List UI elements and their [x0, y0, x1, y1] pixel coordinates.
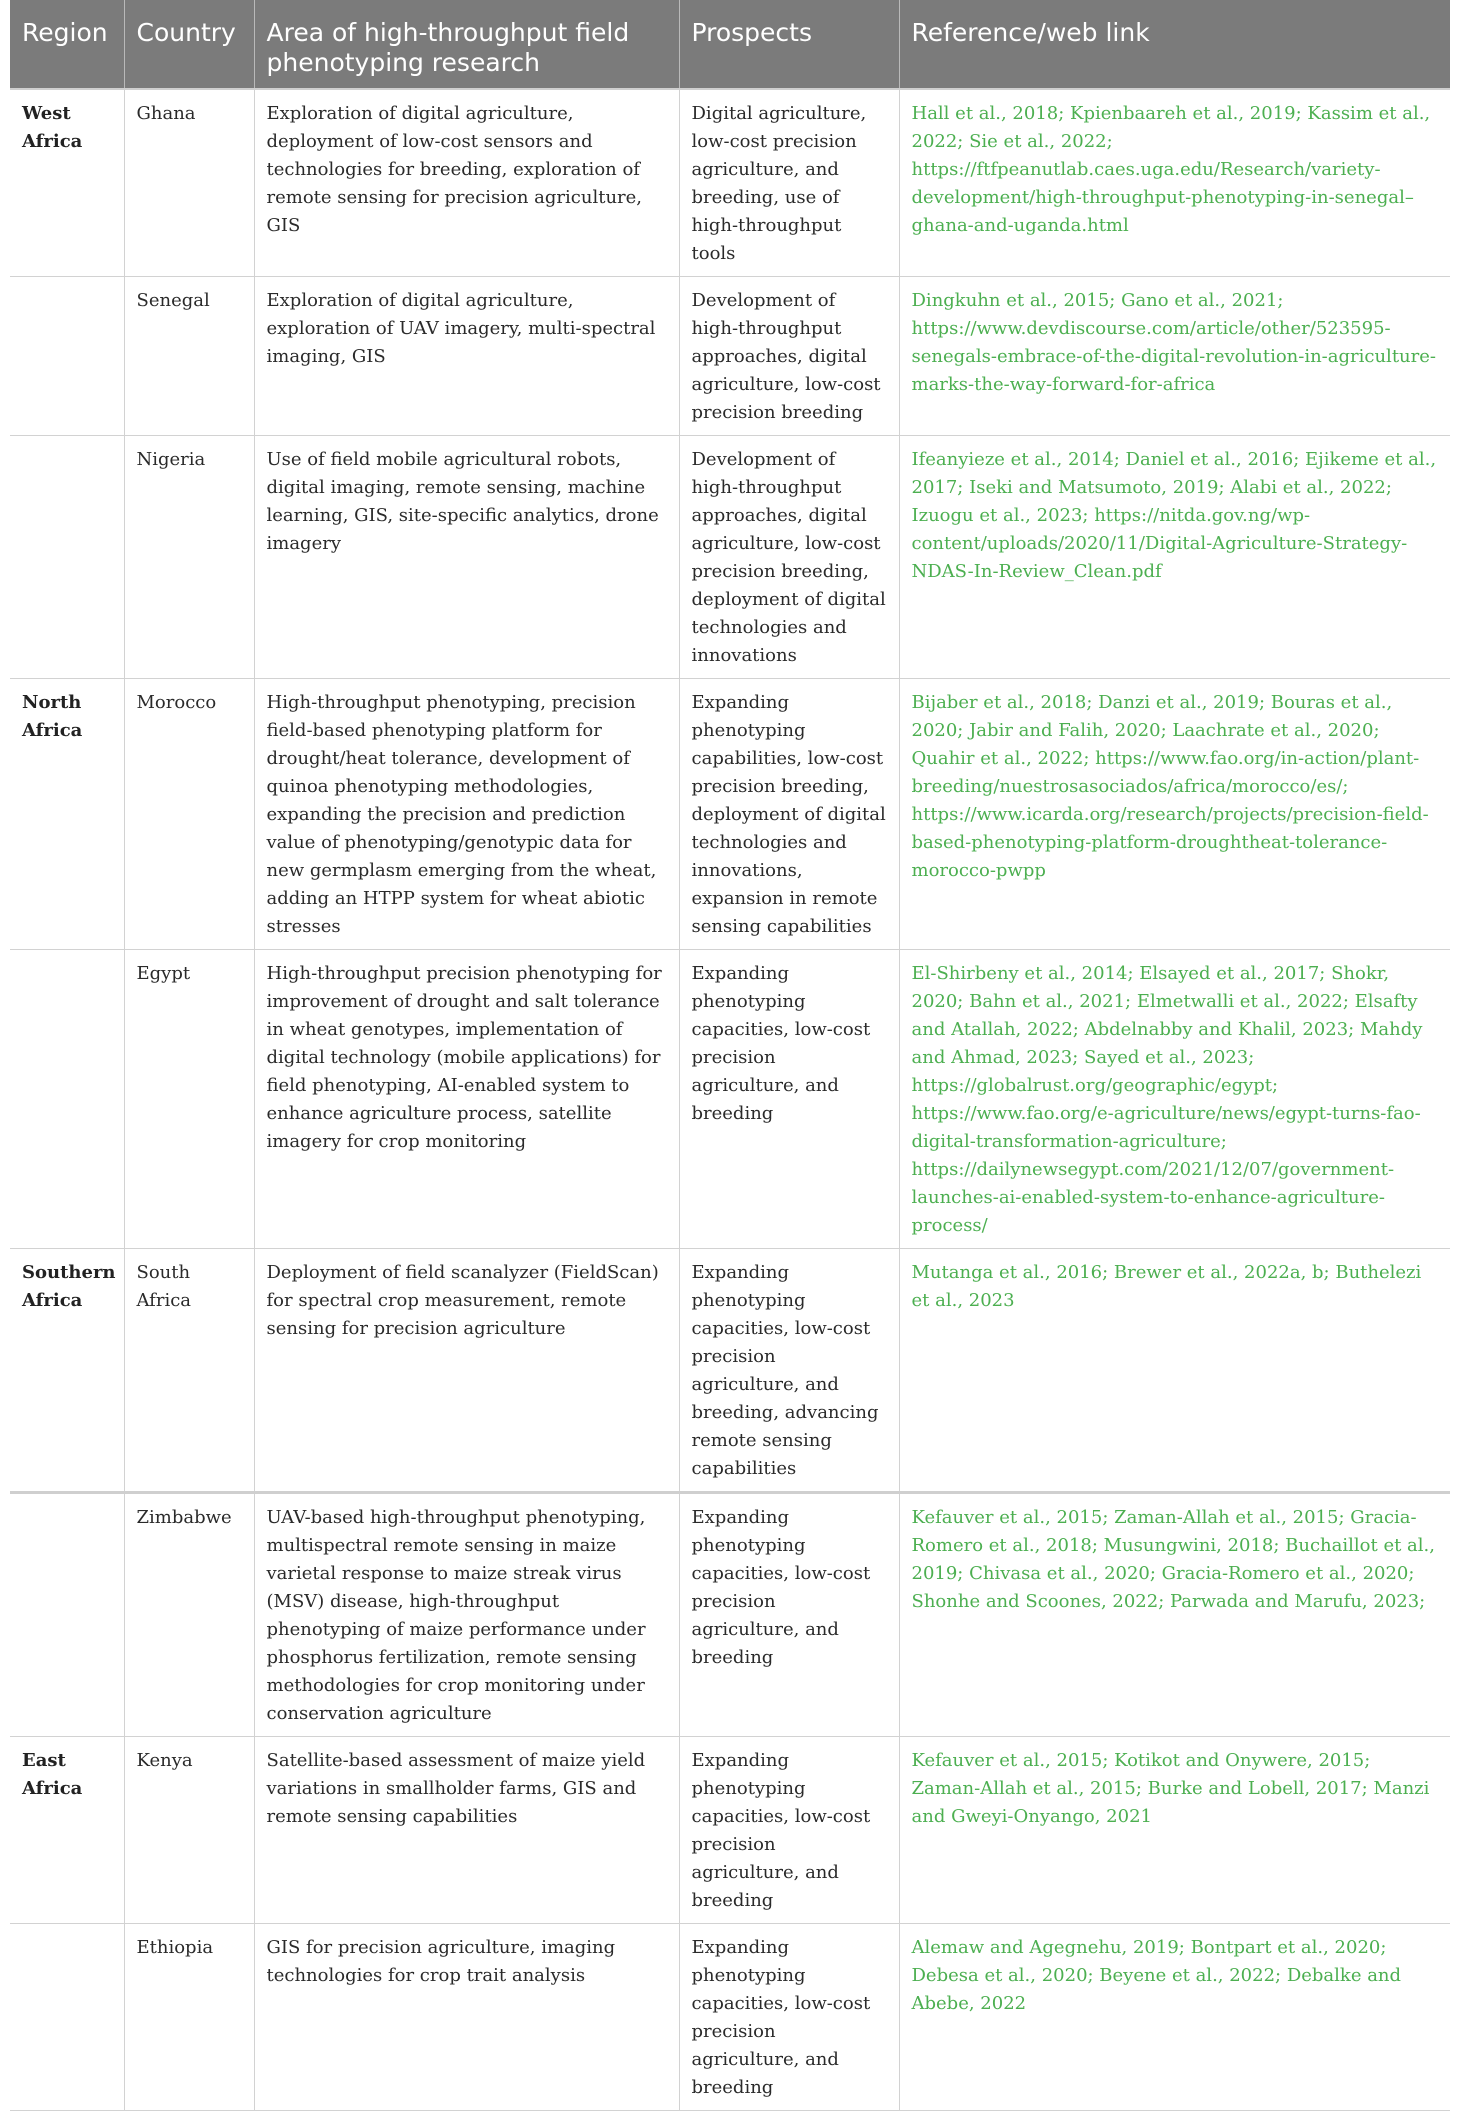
reference-link[interactable]: Alemaw and Agegnehu, 2019; Bontpart et al., 2020; Debesa et al., 2020; Beyene et al., 2022; Debalke and Abebe, 2022 [899, 1924, 1450, 2111]
country-cell: Zimbabwe [124, 1493, 254, 1737]
area-cell: High-throughput phenotyping, precision field-based phenotyping platform for drought/heat tolerance, development of quinoa phenotyping methodologies, expanding the precision and prediction value of phenotyping/genotypic data for new germplasm emerging from the wheat, adding an HTPP system for wheat abiotic stresses [254, 679, 679, 950]
prospects-cell: Development of high-throughput approaches, digital agriculture, low-cost precision breeding, deployment of digital technologies and innovations [679, 436, 899, 679]
reference-link[interactable]: Ifeanyieze et al., 2014; Daniel et al., 2016; Ejikeme et al., 2017; Iseki and Matsumoto, 2019; Alabi et al., 2022; Izuogu et al., 2023; https://nitda.gov.ng/wp-content/uploads/2020/11/Digital-Agriculture-Strategy-NDAS-In-Review_Clean.pdf [899, 436, 1450, 679]
country-cell: Ethiopia [124, 1924, 254, 2111]
table-row [10, 89, 1450, 277]
region-cell [10, 1493, 124, 1737]
table-row [10, 1737, 1450, 1924]
area-cell: GIS for precision agriculture, imaging technologies for crop trait analysis [254, 1924, 679, 2111]
table-body [10, 89, 1450, 2111]
table-row [10, 950, 1450, 1249]
region-cell [10, 950, 124, 1249]
country-cell: Nigeria [124, 436, 254, 679]
prospects-cell: Expanding phenotyping capacities, low-cost precision agriculture, and breeding [679, 1493, 899, 1737]
reference-link[interactable]: Hall et al., 2018; Kpienbaareh et al., 2019; Kassim et al., 2022; Sie et al., 2022; https://ftfpeanutlab.caes.uga.edu/Research/variety-development/high-throughput-phenotyping-in-senegal–ghana-and-uganda.html [899, 89, 1450, 277]
area-cell: Exploration of digital agriculture, deployment of low-cost sensors and technologies for breeding, exploration of remote sensing for precision agriculture, GIS [254, 89, 679, 277]
prospects-cell: Expanding phenotyping capacities, low-cost precision agriculture, and breeding [679, 1924, 899, 2111]
area-cell: Deployment of field scanalyzer (FieldScan) for spectral crop measurement, remote sensing for precision agriculture [254, 1249, 679, 1493]
prospects-cell: Expanding phenotyping capacities, low-cost precision agriculture, and breeding [679, 950, 899, 1249]
region-cell [10, 436, 124, 679]
prospects-cell: Development of high-throughput approaches, digital agriculture, low-cost precision breeding [679, 277, 899, 436]
reference-link[interactable]: El-Shirbeny et al., 2014; Elsayed et al., 2017; Shokr, 2020; Bahn et al., 2021; Elmetwalli et al., 2022; Elsafty and Atallah, 2022; Abdelnabby and Khalil, 2023; Mahdy and Ahmad, 2023; Sayed et al., 2023; https://globalrust.org/geographic/egypt; https://www.fao.org/e-agriculture/news/egypt-turns-fao-digital-transformation-agriculture; https://dailynewsegypt.com/2021/12/07/government-launches-ai-enabled-system-to-enhance-agriculture-process/ [899, 950, 1450, 1249]
prospects-cell: Expanding phenotyping capacities, low-cost precision agriculture, and breeding [679, 1737, 899, 1924]
area-cell: High-throughput precision phenotyping for improvement of drought and salt tolerance in wheat genotypes, implementation of digital technology (mobile applications) for field phenotyping, AI-enabled system to enhance agriculture process, satellite imagery for crop monitoring [254, 950, 679, 1249]
table-row [10, 1493, 1450, 1737]
region-cell: West Africa [10, 89, 124, 277]
table-header [10, 0, 1450, 89]
area-cell: UAV-based high-throughput phenotyping, multispectral remote sensing in maize varietal response to maize streak virus (MSV) disease, high-throughput phenotyping of maize performance under phosphorus fertilization, remote sensing methodologies for crop monitoring under conservation agriculture [254, 1493, 679, 1737]
table-row [10, 436, 1450, 679]
phenotyping-table [10, 0, 1450, 2111]
header-reference: Reference/web link [899, 0, 1450, 89]
region-cell: North Africa [10, 679, 124, 950]
region-cell: East Africa [10, 1737, 124, 1924]
reference-link[interactable]: Kefauver et al., 2015; Kotikot and Onywere, 2015; Zaman-Allah et al., 2015; Burke and Lobell, 2017; Manzi and Gweyi-Onyango, 2021 [899, 1737, 1450, 1924]
country-cell: South Africa [124, 1249, 254, 1493]
table-row [10, 277, 1450, 436]
header-area: Area of high-throughput field phenotyping research [254, 0, 679, 89]
reference-link[interactable]: Kefauver et al., 2015; Zaman-Allah et al., 2015; Gracia-Romero et al., 2018; Musungwini, 2018; Buchaillot et al., 2019; Chivasa et al., 2020; Gracia-Romero et al., 2020; Shonhe and Scoones, 2022; Parwada and Marufu, 2023; [899, 1493, 1450, 1737]
header-row [10, 0, 1450, 89]
country-cell: Egypt [124, 950, 254, 1249]
header-region: Region [10, 0, 124, 89]
region-cell [10, 277, 124, 436]
region-cell: Southern Africa [10, 1249, 124, 1493]
country-cell: Ghana [124, 89, 254, 277]
header-prospects: Prospects [679, 0, 899, 89]
table-row [10, 1924, 1450, 2111]
country-cell: Senegal [124, 277, 254, 436]
country-cell: Morocco [124, 679, 254, 950]
area-cell: Satellite-based assessment of maize yield variations in smallholder farms, GIS and remote sensing capabilities [254, 1737, 679, 1924]
area-cell: Use of field mobile agricultural robots, digital imaging, remote sensing, machine learning, GIS, site-specific analytics, drone imagery [254, 436, 679, 679]
reference-link[interactable]: Bijaber et al., 2018; Danzi et al., 2019; Bouras et al., 2020; Jabir and Falih, 2020; Laachrate et al., 2020; Quahir et al., 2022; https://www.fao.org/in-action/plant-breeding/nuestrosasociados/africa/morocco/es/; https://www.icarda.org/research/projects/precision-field-based-phenotyping-platform-droughtheat-tolerance-morocco-pwpp [899, 679, 1450, 950]
table-row [10, 1249, 1450, 1493]
prospects-cell: Expanding phenotyping capacities, low-cost precision agriculture, and breeding, advancing remote sensing capabilities [679, 1249, 899, 1493]
table-row [10, 679, 1450, 950]
reference-link[interactable]: Mutanga et al., 2016; Brewer et al., 2022a, b; Buthelezi et al., 2023 [899, 1249, 1450, 1493]
area-cell: Exploration of digital agriculture, exploration of UAV imagery, multi-spectral imaging, GIS [254, 277, 679, 436]
prospects-cell: Digital agriculture, low-cost precision agriculture, and breeding, use of high-throughput tools [679, 89, 899, 277]
country-cell: Kenya [124, 1737, 254, 1924]
prospects-cell: Expanding phenotyping capabilities, low-cost precision breeding, deployment of digital technologies and innovations, expansion in remote sensing capabilities [679, 679, 899, 950]
header-country: Country [124, 0, 254, 89]
reference-link[interactable]: Dingkuhn et al., 2015; Gano et al., 2021; https://www.devdiscourse.com/article/other/523595-senegals-embrace-of-the-digital-revolution-in-agriculture-marks-the-way-forward-for-africa [899, 277, 1450, 436]
region-cell [10, 1924, 124, 2111]
